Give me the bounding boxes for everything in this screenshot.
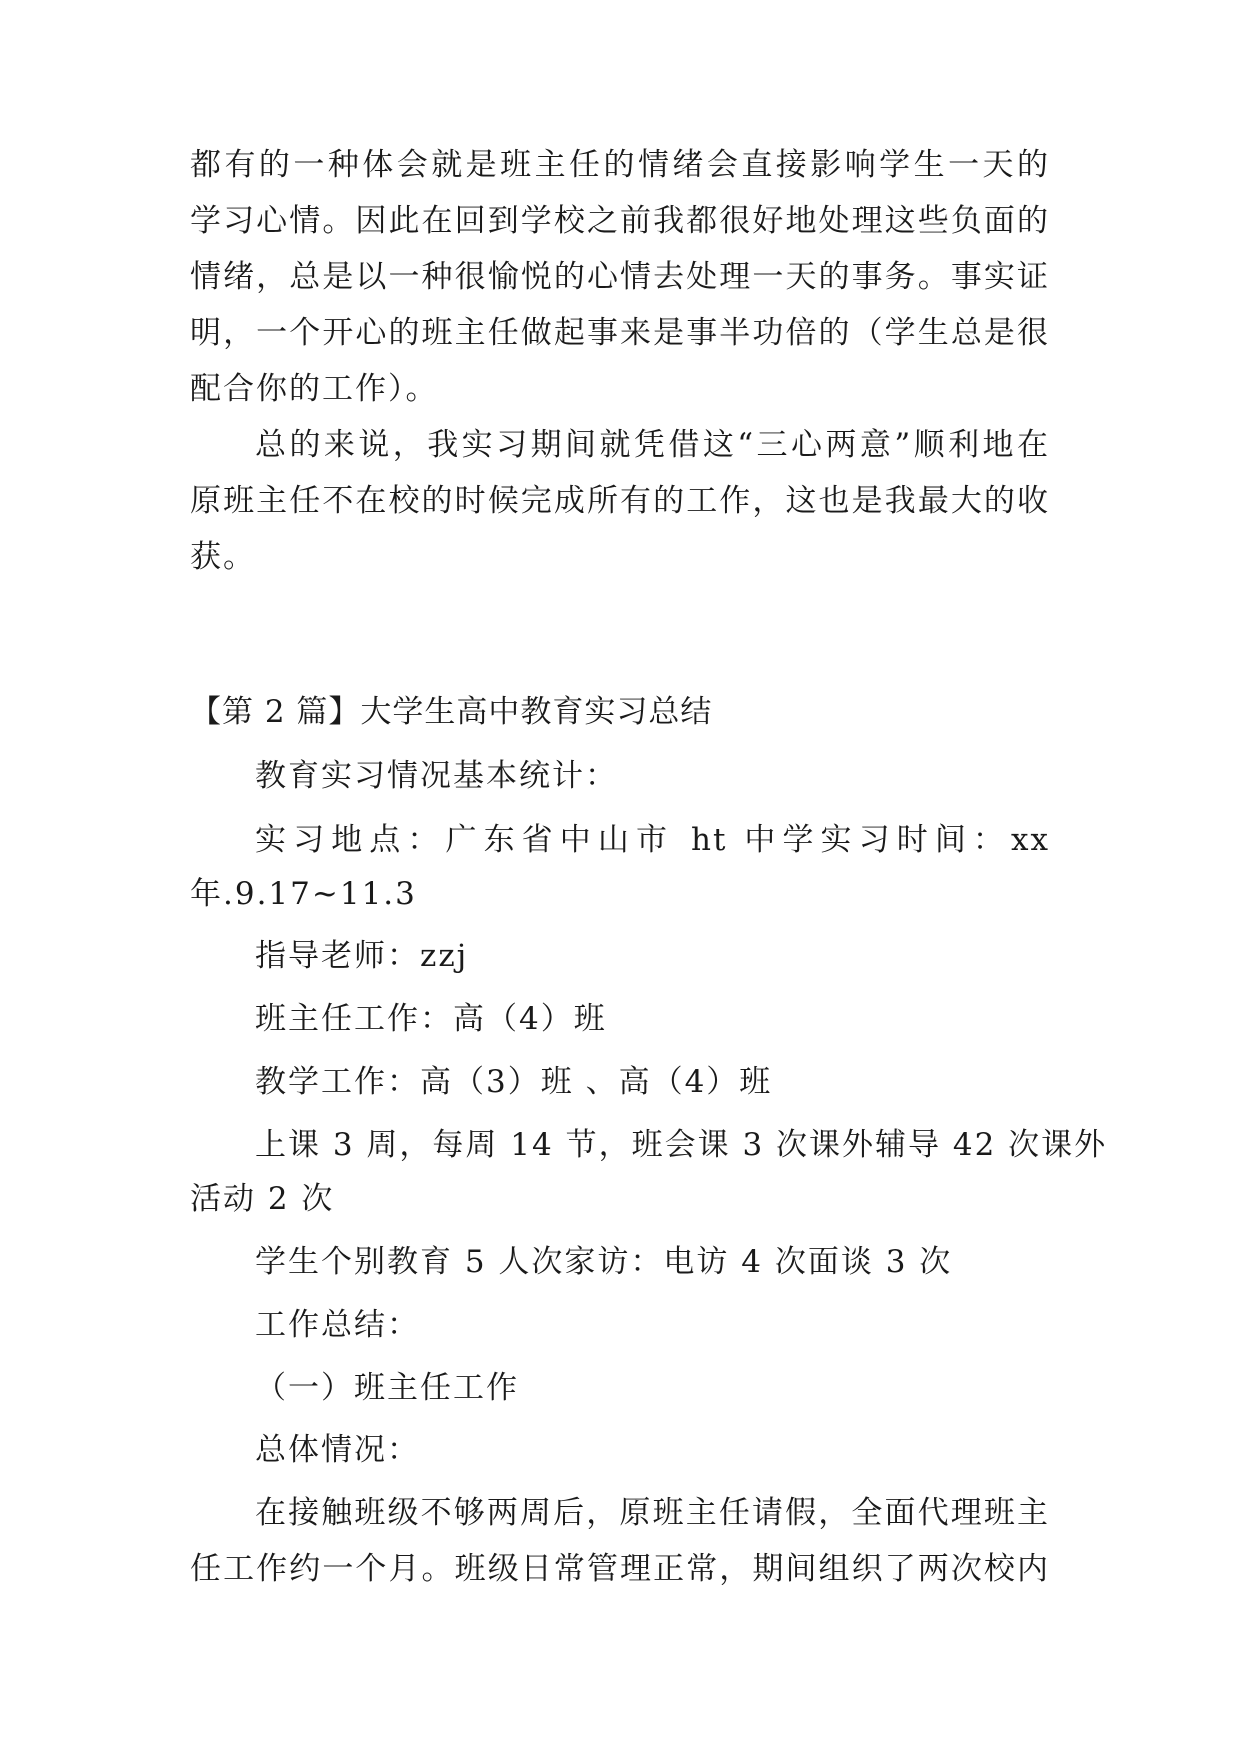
text-line: 情绪，总是以一种很愉悦的心情去处理一天的事务。事实证 [190, 259, 1050, 295]
text-line: 总的来说，我实习期间就凭借这“三心两意”顺利地在 [255, 427, 1050, 463]
location-line: 实习地点：广东省中山市 ht 中学实习时间：xx [255, 822, 1050, 858]
text-line: 都有的一种体会就是班主任的情绪会直接影响学生一天的 [190, 147, 1050, 183]
text-line: 学习心情。因此在回到学校之前我都很好地处理这些负面的 [190, 203, 1050, 239]
classes-line: 上课 3 周，每周 14 节，班会课 3 次课外辅导 42 次课外 [255, 1127, 1108, 1163]
text-line: 原班主任不在校的时候完成所有的工作，这也是我最大的收 [190, 483, 1050, 519]
text-line: 明，一个开心的班主任做起事来是事半功倍的（学生总是很 [190, 315, 1050, 351]
classes-line: 活动 2 次 [190, 1181, 335, 1217]
text-line: 配合你的工作）。 [190, 371, 439, 407]
location-line: 年.9.17~11.3 [190, 876, 417, 912]
advisor-line: 指导老师：zzj [255, 938, 469, 974]
summary-title: 工作总结： [255, 1307, 420, 1343]
text-line: 获。 [190, 539, 256, 575]
teaching-line: 教学工作：高（3）班 、高（4）班 [255, 1064, 773, 1100]
individual-line: 学生个别教育 5 人次家访：电访 4 次面谈 3 次 [255, 1244, 953, 1280]
overall-title: 总体情况： [255, 1432, 420, 1468]
homeroom-line: 班主任工作：高（4）班 [255, 1001, 607, 1037]
text-line: 在接触班级不够两周后，原班主任请假，全面代理班主 [255, 1495, 1050, 1531]
stats-title: 教育实习情况基本统计： [255, 758, 618, 794]
section-heading: 【第 2 篇】大学生高中教育实习总结 [190, 694, 713, 730]
section-title: （一）班主任工作 [255, 1370, 519, 1406]
text-line: 任工作约一个月。班级日常管理正常，期间组织了两次校内 [190, 1551, 1050, 1587]
